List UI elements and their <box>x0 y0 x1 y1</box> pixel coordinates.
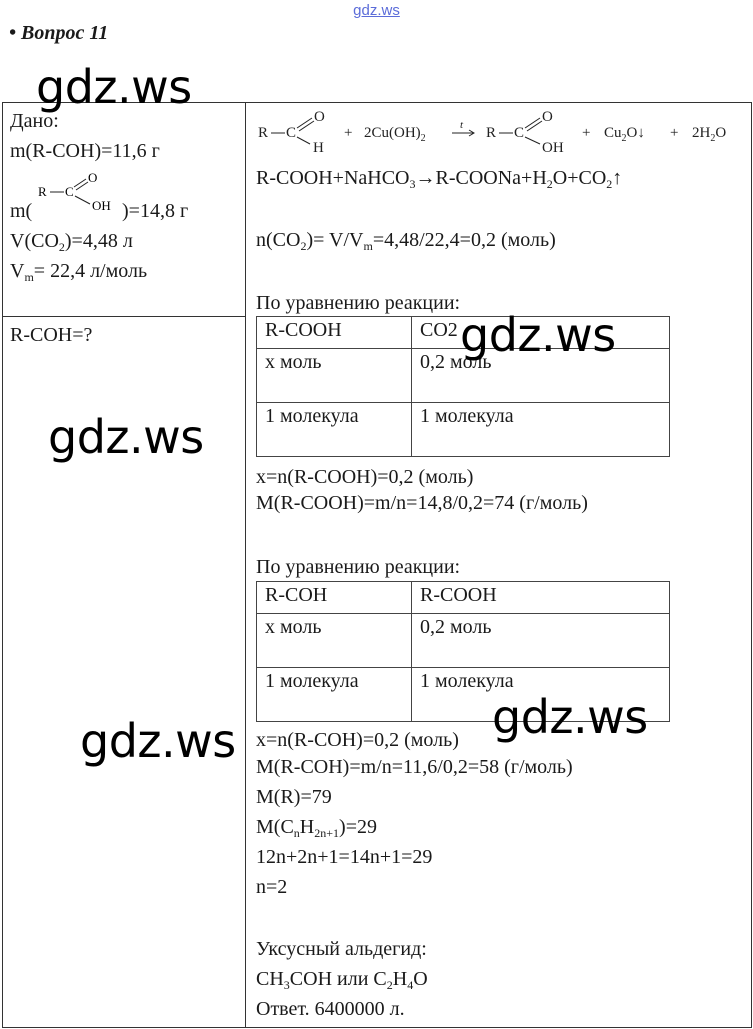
calc-line: x=n(R-COOH)=0,2 (моль) <box>256 466 474 488</box>
site-link[interactable]: gdz.ws <box>353 2 400 19</box>
column-divider <box>245 102 246 1027</box>
calc-line: $M(C_nH_{2n+1})=29$ <box>256 816 377 840</box>
question-title: • Вопрос 11 <box>9 22 109 44</box>
table-row <box>257 403 670 457</box>
watermark: gdz.ws <box>36 60 192 114</box>
calc-line: M(R-COH)=m/n=11,6/0,2=58 (г/моль) <box>256 756 573 778</box>
find-label: R-COH=? <box>10 324 93 346</box>
answer-line: Ответ. 6400000 л. <box>256 998 405 1020</box>
conclusion-title: Уксусный альдегид: <box>256 938 427 960</box>
table-cell: 1 молекула <box>257 668 412 722</box>
table-row <box>257 582 670 614</box>
table-cell: x моль <box>257 614 412 668</box>
formula-oh: OH <box>92 198 111 213</box>
given-mass-acid-prefix: m( <box>10 200 33 222</box>
calc-line: M(R-COOH)=m/n=14,8/0,2=74 (г/моль) <box>256 492 588 514</box>
given-label: Дано: <box>10 110 59 132</box>
svg-text:R: R <box>258 125 269 141</box>
watermark: gdz.ws <box>80 714 236 768</box>
table-cell: 0,2 моль <box>412 614 670 668</box>
table-cell: R-COOH <box>412 582 670 614</box>
table-row <box>257 614 670 668</box>
table-cell: 1 молекула <box>412 668 670 722</box>
silver-mirror-reaction <box>252 106 746 156</box>
given-mass-acid-suffix: )=14,8 г <box>122 200 189 222</box>
svg-text:2H2O: $2H_2O$ <box>692 125 727 144</box>
calc-line: n=2 <box>256 876 288 898</box>
table-cell: R-COOH <box>257 317 412 349</box>
calc-line: M(R)=79 <box>256 786 332 808</box>
svg-text:Cu2O↓: $Cu_2O↓$ <box>604 125 645 144</box>
table-cell: 1 молекула <box>257 403 412 457</box>
svg-text:R: R <box>486 125 497 141</box>
table-cell: x моль <box>257 349 412 403</box>
formula-r: R <box>38 184 47 199</box>
watermark: gdz.ws <box>48 410 204 464</box>
svg-text:H: H <box>313 140 324 156</box>
svg-text:O: O <box>314 109 325 125</box>
table-cell: 0,2 моль <box>412 349 670 403</box>
svg-text:C: C <box>286 125 297 141</box>
watermark: gdz.ws <box>492 690 648 744</box>
given-molar-volume: $V_m= 22,4$ л/моль <box>10 260 148 284</box>
by-equation-label: По уравнению реакции: <box>256 556 461 578</box>
svg-text:t: t <box>460 119 464 131</box>
given-mass-aldehyde: m(R-COH)=11,6 г <box>10 140 160 162</box>
table-cell: CO2 <box>412 317 670 349</box>
formula-o: O <box>88 170 98 185</box>
svg-text:+: + <box>344 125 353 141</box>
by-equation-label: По уравнению реакции: <box>256 292 461 314</box>
carboxylic-acid-formula <box>34 170 124 214</box>
calc-line: x=n(R-COH)=0,2 (моль) <box>256 729 459 751</box>
svg-text:OH: OH <box>542 140 564 156</box>
table-cell: R-COH <box>257 582 412 614</box>
svg-text:+: + <box>670 125 679 141</box>
reaction-2: $R-COOH+NaHCO_3\to R-COONa+H_2O+CO_2↑$ <box>256 167 623 191</box>
svg-text:C: C <box>514 125 525 141</box>
given-volume-co2: $V(CO_2)=4,48$ л <box>10 230 133 254</box>
svg-text:+: + <box>582 125 591 141</box>
watermark: gdz.ws <box>460 308 616 362</box>
conclusion-formula: $CH_3COH$ или $C_2H_4O$ <box>256 968 428 992</box>
calc-line: 12n+2n+1=14n+1=29 <box>256 846 433 868</box>
table-cell: 1 молекула <box>412 403 670 457</box>
given-divider <box>2 316 246 317</box>
svg-text:O: O <box>542 109 553 125</box>
svg-text:2Cu(OH)2: $2Cu(OH)_2$ <box>364 125 426 144</box>
n-co2-calc: $n(CO_2)= V/V_m=4,48/22,4=0,2$ (моль) <box>256 229 556 253</box>
formula-c: C <box>65 184 74 199</box>
